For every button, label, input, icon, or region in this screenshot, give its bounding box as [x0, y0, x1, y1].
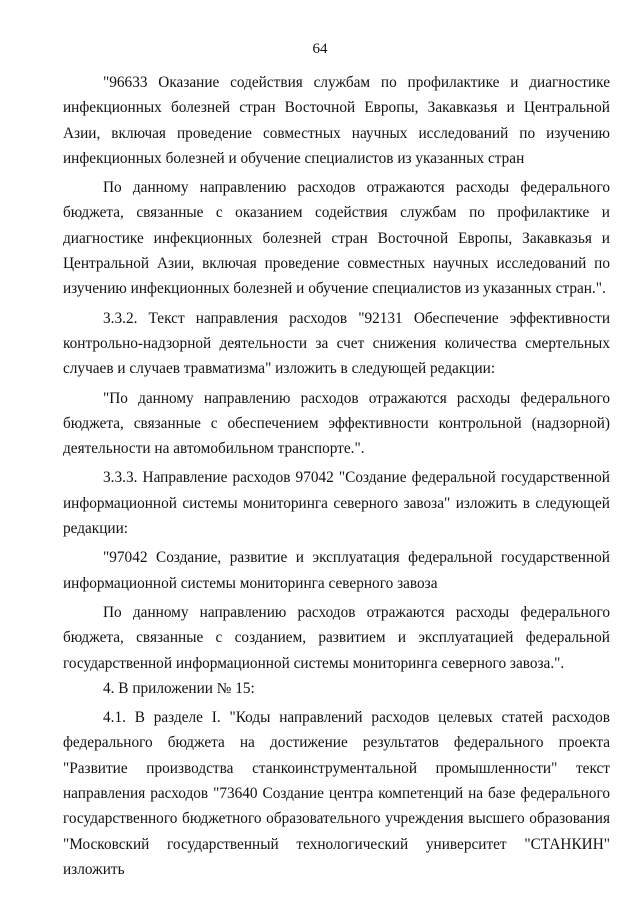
document-body [63, 70, 610, 882]
paragraph-3-3-3: 3.3.3. Направление расходов 97042 "Создание федеральной государственной информационной системы мониторинга северного завоза" изложить в следующей редакции: [63, 469, 610, 538]
paragraph-97042-description: По данному направлению расходов отражаются расходы федерального бюджета, связанные с созданием, развитием и эксплуатацией федеральной государственной информационной системы мониторинга северного завоза.". [63, 603, 610, 672]
paragraph-4-1: 4.1. В разделе I. "Коды направлений расходов целевых статей расходов федерального бюджета на достижение результатов федерального проекта "Развитие производства станкоинструментальной промышленности" текст направления расходов "73640 Создание центра компетенций на базе федерального государственного бюджетного образовательного учреждения высшего образования "Московский государственный технологический университет "СТАНКИН" изложить [63, 709, 610, 878]
paragraph-92131-description: "По данному направлению расходов отражаются расходы федерального бюджета, связанные с обеспечением эффективности контрольной (надзорной) деятельности на автомобильном транспорте.". [63, 389, 610, 458]
page-number: 64 [312, 41, 328, 57]
paragraph-97042-heading: "97042 Создание, развитие и эксплуатация федеральной государственной информационной системы мониторинга северного завоза [63, 549, 610, 592]
paragraph-96633-description: По данному направлению расходов отражаются расходы федерального бюджета, связанные с оказанием содействия службам по профилактике и диагностике инфекционных болезней стран Восточной Европы, Закавказья и Центральной Азии, включая проведение совместных научных исследований по изучению инфекционных болезней и обучение специалистов из указанных стран.". [63, 179, 610, 298]
paragraph-96633-heading: "96633 Оказание содействия службам по профилактике и диагностике инфекционных болезней стран Восточной Европы, Закавказья и Центральной Азии, включая проведение совместных научных исследований по изучению инфекционных болезней и обучение специалистов из указанных стран [63, 74, 610, 167]
paragraph-3-3-2: 3.3.2. Текст направления расходов "92131 Обеспечение эффективности контрольно-надзорной деятельности за счет снижения количества смертельных случаев и случаев травматизма" изложить в следующей редакции: [63, 309, 610, 378]
paragraph-appendix-15: 4. В приложении № 15: [103, 679, 255, 697]
